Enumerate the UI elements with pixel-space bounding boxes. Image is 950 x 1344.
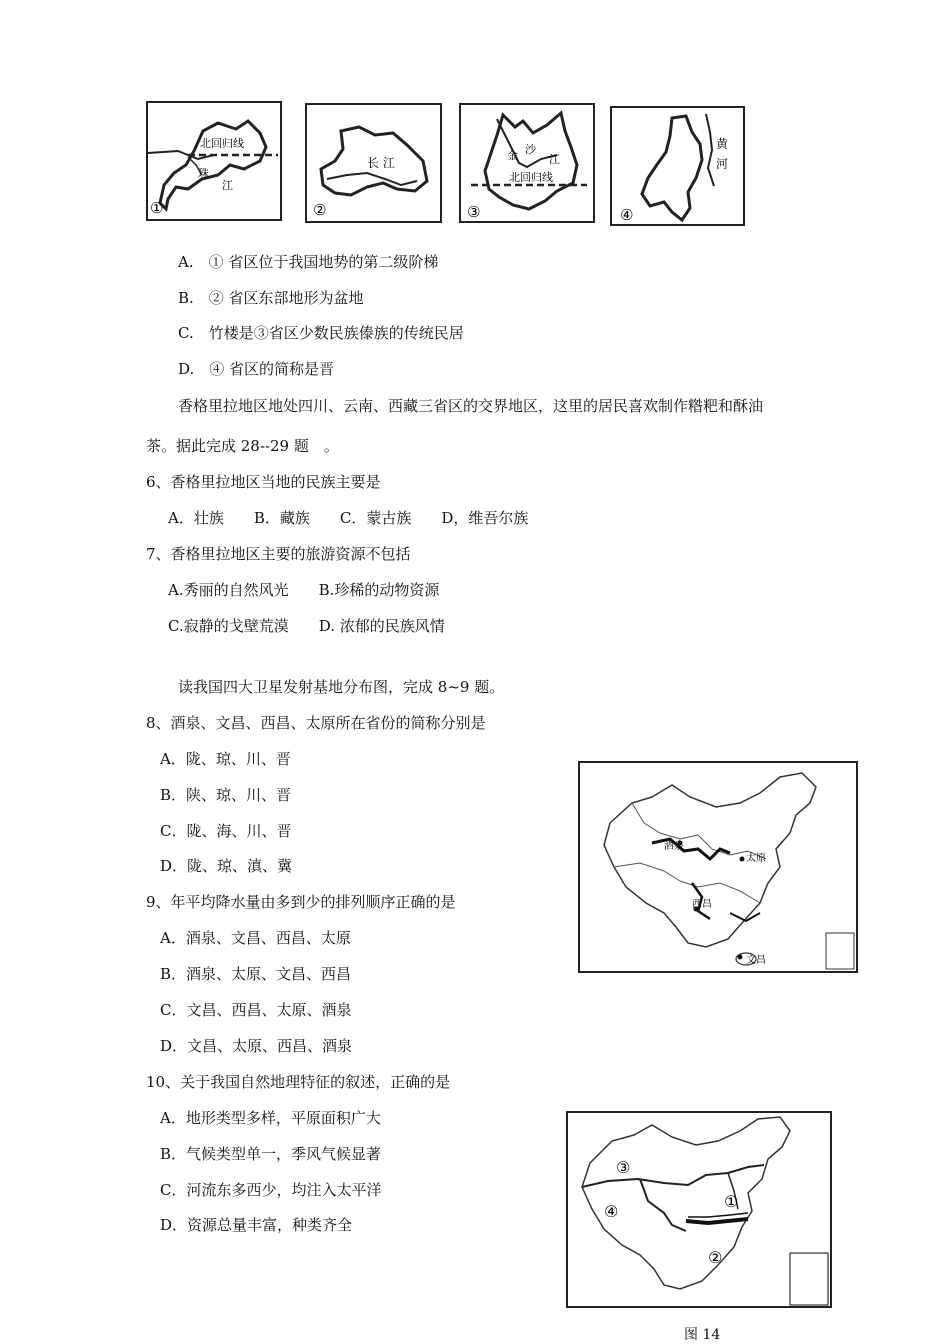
province-map-4 xyxy=(610,106,745,226)
province-map-3 xyxy=(459,103,595,223)
region-label-3: ③ xyxy=(616,1158,631,1177)
river-label-jiang-3: 江 xyxy=(549,153,560,166)
river-label-sha: 沙 xyxy=(525,143,536,156)
label-xichang: 西昌 xyxy=(692,899,712,910)
launch-base-map xyxy=(578,761,858,973)
q10-stem: 10、关于我国自然地理特征的叙述，正确的是 xyxy=(146,1073,451,1091)
province-map-1 xyxy=(146,101,282,221)
label-wenchang: 文昌 xyxy=(746,955,766,966)
region-label-1: ① xyxy=(724,1192,739,1211)
label-taiyuan: 太原 xyxy=(746,853,766,864)
q8-option-d: D．陇、琼、滇、冀 xyxy=(160,857,293,875)
map-number-1: ① xyxy=(150,199,164,217)
tropic-label-3: 北回归线 xyxy=(509,171,553,184)
label-jiuquan: 酒泉 xyxy=(664,841,684,852)
tropic-label-1: 北回归线 xyxy=(200,137,244,150)
q9-option-a: A．酒泉、文昌、西昌、太原 xyxy=(160,929,351,947)
q6-options: A．壮族 B．藏族 C．蒙古族 D，维吾尔族 xyxy=(168,509,529,527)
q9-stem: 9、年平均降水量由多到少的排列顺序正确的是 xyxy=(146,893,456,911)
q6-stem: 6、香格里拉地区当地的民族主要是 xyxy=(146,473,381,491)
intro-shangri-la-line1: 香格里拉地区地处四川、云南、西藏三省区的交界地区，这里的居民喜欢制作糌粑和酥油 xyxy=(178,397,764,415)
river-label-changjiang: 长 江 xyxy=(367,156,395,170)
figure-caption: 图 14 xyxy=(684,1327,721,1343)
river-label-he: 河 xyxy=(716,157,729,171)
q10-option-b: B．气候类型单一，季风气候显著 xyxy=(160,1145,382,1163)
intro-shangri-la-line2: 茶。据此完成 28--29 题 。 xyxy=(146,437,339,455)
q8-stem: 8、酒泉、文昌、西昌、太原所在省份的简称分别是 xyxy=(146,714,486,732)
q7-options-2: C.寂静的戈壁荒漠 D. 浓郁的民族风情 xyxy=(168,617,445,635)
river-label-huang: 黄 xyxy=(716,137,729,151)
q5-option-d: D. ④ 省区的简称是晋 xyxy=(178,360,335,378)
river-label-zhu: 珠 xyxy=(198,167,209,180)
q10-option-c: C．河流东多西少，均注入太平洋 xyxy=(160,1181,382,1199)
intro-satellite: 读我国四大卫星发射基地分布图，完成 8~9 题。 xyxy=(178,678,505,696)
q8-option-c: C．陇、海、川、晋 xyxy=(160,822,292,840)
q9-option-d: D．文昌、太原、西昌、酒泉 xyxy=(160,1037,353,1055)
q5-option-a: A. ① 省区位于我国地势的第二级阶梯 xyxy=(178,253,439,271)
q9-option-c: C．文昌、西昌、太原、酒泉 xyxy=(160,1001,352,1019)
map-number-4: ④ xyxy=(620,206,634,224)
region-label-4: ④ xyxy=(604,1202,619,1221)
region-label-2: ② xyxy=(708,1248,723,1267)
q5-option-c: C. 竹楼是③省区少数民族傣族的传统民居 xyxy=(178,324,464,342)
river-label-jiang-1: 江 xyxy=(222,179,233,192)
province-map-2 xyxy=(305,103,442,223)
q8-option-b: B．陕、琼、川、晋 xyxy=(160,786,292,804)
q5-option-b: B. ② 省区东部地形为盆地 xyxy=(178,289,364,307)
q9-option-b: B．酒泉、太原、文昌、西昌 xyxy=(160,965,352,983)
q10-option-d: D．资源总量丰富，种类齐全 xyxy=(160,1216,353,1234)
q7-options-1: A.秀丽的自然风光 B.珍稀的动物资源 xyxy=(168,581,440,599)
map-number-2: ② xyxy=(313,201,327,219)
q10-option-a: A．地形类型多样，平原面积广大 xyxy=(160,1109,381,1127)
china-regions-map xyxy=(566,1111,832,1308)
river-label-jin: 金 xyxy=(507,149,518,162)
q7-stem: 7、香格里拉地区主要的旅游资源不包括 xyxy=(146,545,411,563)
q8-option-a: A．陇、琼、川、晋 xyxy=(160,750,291,768)
map-number-3: ③ xyxy=(467,203,481,221)
